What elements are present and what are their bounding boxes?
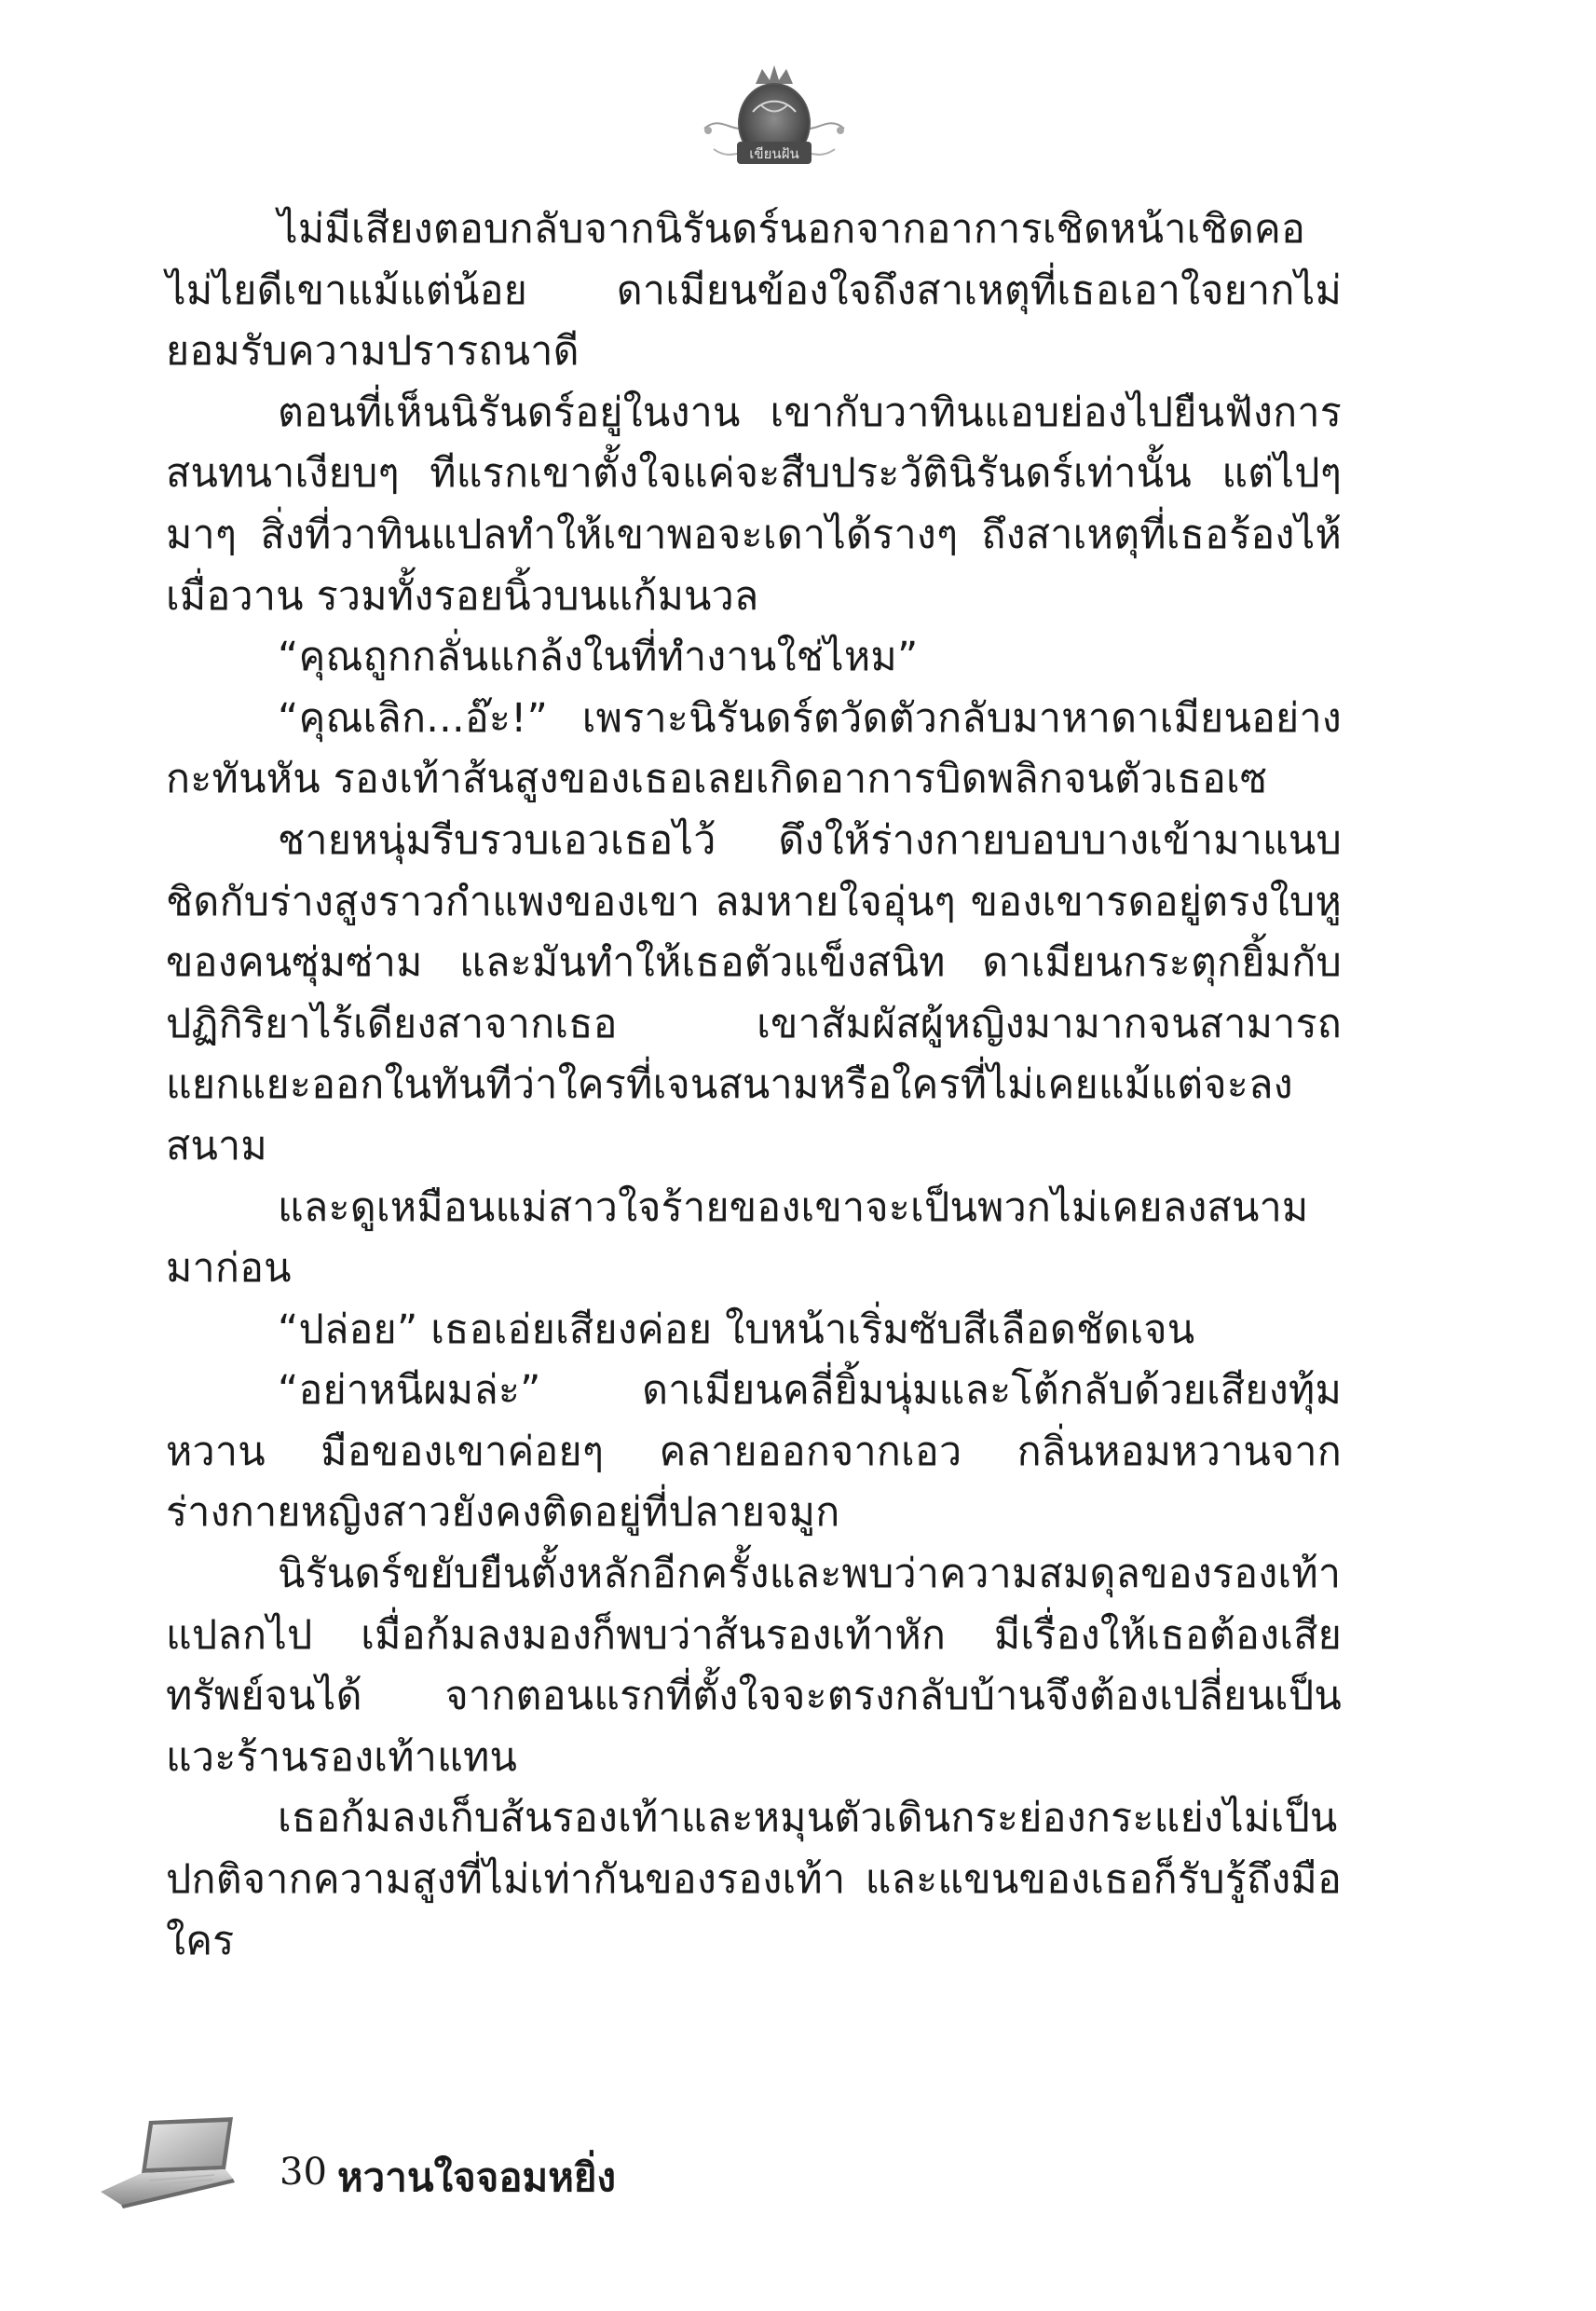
paragraph: ไม่มีเสียงตอบกลับจากนิรันดร์นอกจากอาการเชิดหน้าเชิดคอไม่ไยดีเขาแม้แต่น้อย ดาเมียนข้องใจถึงสาเหตุที่เธอเอาใจยากไม่ยอมรับความปรารถนาดี: [166, 206, 1342, 376]
paragraph: “ปล่อย” เธอเอ่ยเสียงค่อย ใบหน้าเริ่มซับสีเลือดชัดเจน: [278, 1306, 1195, 1353]
ornament-logo-icon: [686, 56, 863, 186]
paragraph: และดูเหมือนแม่สาวใจร้ายของเขาจะเป็นพวกไม่เคยลงสนามมาก่อน: [166, 1183, 1309, 1292]
book-title: หวานใจจอมหยิ่ง: [337, 2154, 617, 2200]
paragraph: ตอนที่เห็นนิรันดร์อยู่ในงาน เขากับวาทินแอบย่องไปยืนฟังการสนทนาเงียบๆ ทีแรกเขาตั้งใจแค่จะสืบประวัตินิรันดร์เท่านั้น แต่ไปๆ มาๆ สิ่งที่วาทินแปลทำให้เขาพอจะเดาได้รางๆ ถึงสาเหตุที่เธอร้องไห้เมื่อวาน รวมทั้งรอยนิ้วบนแก้มนวล: [166, 389, 1342, 620]
page-number: 30: [280, 2151, 327, 2194]
page-footer: [93, 2115, 745, 2218]
paragraph: “อย่าหนีผมล่ะ” ดาเมียนคลี่ยิ้มนุ่มและโต้กลับด้วยเสียงทุ้มหวาน มือของเขาค่อยๆ คลายออกจากเอว กลิ่นหอมหวานจากร่างกายหญิงสาวยังคงติดอยู่ที่ปลายจมูก: [166, 1367, 1342, 1537]
body-text: [166, 199, 1342, 1972]
paragraph: “คุณเลิก...อ๊ะ!” เพราะนิรันดร์ตวัดตัวกลับมาหาดาเมียนอย่างกะทันหัน รองเท้าส้นสูงของเธอเลยเกิดอาการบิดพลิกจนตัวเธอเซ: [166, 694, 1342, 803]
paragraph: “คุณถูกกลั่นแกล้งในที่ทำงานใช่ไหม”: [278, 634, 919, 681]
paragraph: นิรันดร์ขยับยืนตั้งหลักอีกครั้งและพบว่าความสมดุลของรองเท้าแปลกไป เมื่อก้มลงมองก็พบว่าส้นรองเท้าหัก มีเรื่องให้เธอต้องเสียทรัพย์จนได้ จากตอนแรกที่ตั้งใจจะตรงกลับบ้านจึงต้องเปลี่ยนเป็นแวะร้านรองเท้าแทน: [166, 1551, 1342, 1781]
paragraph: ชายหนุ่มรีบรวบเอวเธอไว้ ดึงให้ร่างกายบอบบางเข้ามาแนบชิดกับร่างสูงราวกำแพงของเขา ลมหายใจอุ่นๆ ของเขารดอยู่ตรงใบหูของคนซุ่มซ่าม และมันทำให้เธอตัวแข็งสนิท ดาเมียนกระตุกยิ้มกับปฏิกิริยาไร้เดียงสาจากเธอ เขาสัมผัสผู้หญิงมามากจนสามารถแยกแยะออกในทันทีว่าใครที่เจนสนามหรือใครที่ไม่เคยแม้แต่จะลงสนาม: [166, 816, 1342, 1169]
paragraph: เธอก้มลงเก็บส้นรองเท้าและหมุนตัวเดินกระย่องกระแย่งไม่เป็นปกติจากความสูงที่ไม่เท่ากันของรองเท้า และแขนของเธอก็รับรู้ถึงมือใคร: [166, 1795, 1342, 1964]
laptop-icon: [93, 2115, 242, 2208]
header-ornament: [686, 56, 863, 186]
logo-text: เขียนฝัน: [749, 145, 799, 162]
